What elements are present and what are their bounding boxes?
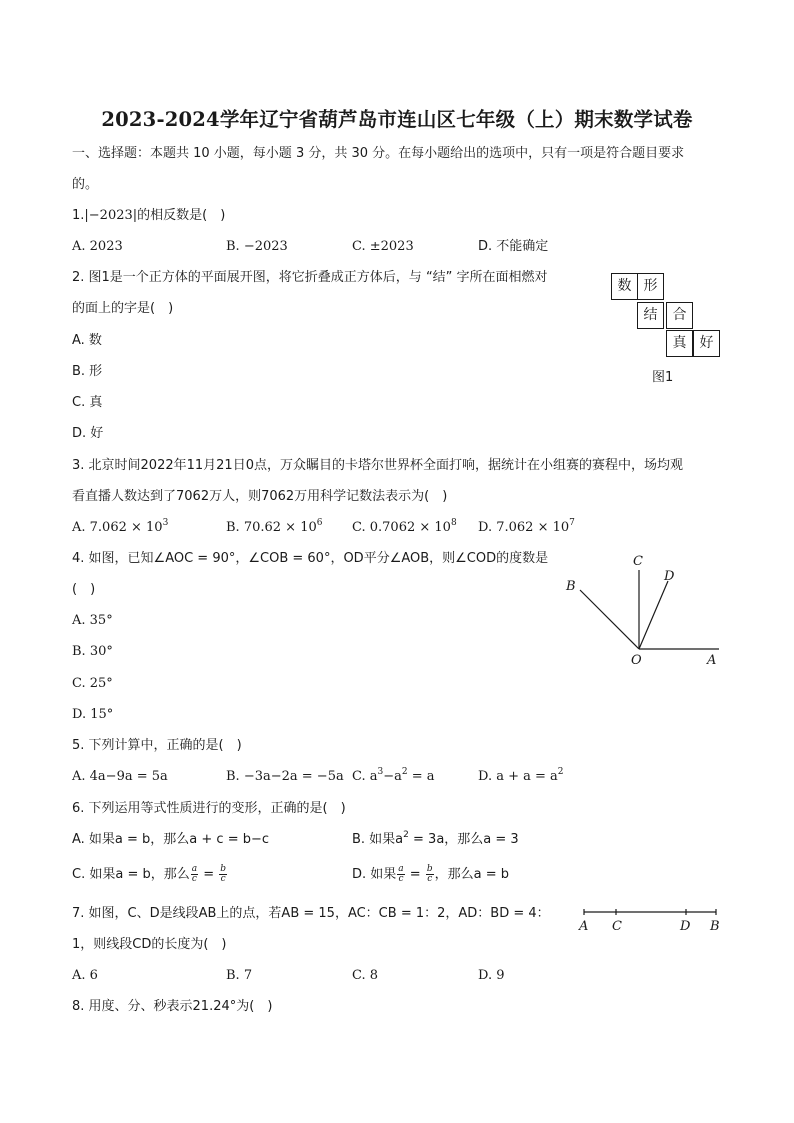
numerator: b [426,864,433,874]
question-5-option-b[interactable]: B. −3a−2a = −5a [226,769,344,784]
question-3-option-d[interactable] [478,519,575,537]
net-cell-zhen: 真 [666,330,693,357]
net-cell-xing: 形 [637,273,664,300]
denominator: c [191,874,197,884]
d-exp: 2 [557,767,564,777]
question-5-stem: 5. 下列计算中，正确的是( ) [72,738,242,753]
label-A: A [579,919,589,934]
question-2-stem-line-1: 2. 图1是一个正方体的平面展开图，将它折叠成正方体后，与 “结” 字所在面相燃对 [72,270,548,285]
question-3-option-a[interactable] [72,519,168,537]
equals: = [199,867,219,882]
d-post: ，那么a = b [434,867,509,882]
option-c-coef: C. 0.7062 × 10 [352,520,451,535]
question-7-option-b[interactable]: B. 7 [226,968,253,983]
question-2-option-b[interactable]: B. 形 [72,364,103,379]
label-D: D [680,919,691,934]
fraction-a-over-c [397,865,404,884]
d-pre: D. 如果 [352,867,397,882]
question-1-option-b[interactable]: B. −2023 [226,239,288,254]
question-2-stem-line-2: 的面上的字是( ) [72,301,174,316]
question-1-stem [72,207,225,225]
d-pre: D. a + a = a [478,769,558,784]
question-3-option-c[interactable] [352,519,457,537]
figure-1-label: 图1 [652,370,674,385]
b-post: = 3a，那么a = 3 [408,832,519,847]
question-4-option-d[interactable]: D. 15° [72,707,114,722]
question-4-stem-line-2: ( ) [72,582,96,597]
question-4-stem-line-1: 4. 如图，已知∠AOC = 90°，∠COB = 60°，OD平分∠AOB，则∠COD的度数是 [72,551,549,566]
label-B: B [566,579,576,594]
c-exp-1: 3 [377,767,384,777]
question-4-option-b[interactable]: B. 30° [72,644,113,659]
fraction-b-over-c [426,865,434,884]
net-cell-jie: 结 [637,302,664,329]
numerator: a [398,864,404,874]
net-cell-he: 合 [666,302,693,329]
c-post: = a [407,769,435,784]
label-C: C [633,554,643,569]
question-5-option-a[interactable]: A. 4a−9a = 5a [72,769,168,784]
label-A: A [707,653,717,668]
question-6-stem: 6. 下列运用等式性质进行的变形，正确的是( ) [72,801,346,816]
question-6-option-c[interactable] [72,865,228,884]
equals: = [405,867,425,882]
question-4-option-a[interactable]: A. 35° [72,613,113,628]
question-7-option-d[interactable]: D. 9 [478,968,505,983]
denominator: c [427,874,433,884]
label-O: O [631,653,642,668]
question-2-option-c[interactable]: C. 真 [72,395,103,410]
c-exp-2: 2 [401,767,408,777]
fraction-a-over-c [191,865,198,884]
c-mid: −a [383,769,402,784]
question-5-option-d[interactable] [478,768,564,786]
b-exp: 2 [403,830,409,840]
question-7-stem-line-1: 7. 如图，C、D是线段AB上的点，若AB = 15，AC：CB = 1：2，AD：BD = 4： [72,906,550,921]
question-6-option-a[interactable]: A. 如果a = b，那么a + c = b−c [72,832,270,847]
question-2-option-a[interactable]: A. 数 [72,333,102,348]
question-5-option-c[interactable] [352,768,435,786]
c-pre: C. 如果a = b，那么 [72,867,190,882]
denominator: c [398,874,404,884]
label-D: D [664,569,675,584]
option-c-exp: 8 [450,518,457,528]
label-B: B [710,919,720,934]
ray-OB [580,590,639,649]
numerator: a [191,864,198,874]
segment-figure [576,900,726,936]
question-7-stem-line-2: 1，则线段CD的长度为( ) [72,937,227,952]
section-header-line-1: 一、选择题：本题共 10 小题，每小题 3 分，共 30 分。在每小题给出的选项中，只有一项是符合题目要求 [72,146,685,161]
c-pre: C. a [352,769,378,784]
question-3-stem-line-2: 看直播人数达到了7062万人，则7062万用科学记数法表示为( ) [72,489,448,504]
option-b-coef: B. 70.62 × 10 [226,520,317,535]
question-1-option-d[interactable]: D. 不能确定 [478,239,549,254]
net-cell-shu: 数 [611,273,638,300]
question-3-option-b[interactable] [226,519,322,537]
question-1-text: 的相反数是( ) [137,208,226,223]
section-header-line-2: 的。 [72,177,99,192]
question-1-number: 1. [72,208,85,223]
question-1-math: |−2023| [84,208,138,223]
option-a-exp: 3 [162,518,169,528]
label-C: C [612,919,622,934]
option-d-exp: 7 [569,518,575,528]
angle-figure [560,548,730,673]
question-2-option-d[interactable]: D. 好 [72,426,104,441]
exam-title: 2023-2024学年辽宁省葫芦岛市连山区七年级（上）期末数学试卷 [101,108,693,131]
numerator: b [220,864,227,874]
option-b-exp: 6 [316,518,323,528]
question-4-option-c[interactable]: C. 25° [72,676,113,691]
net-cell-hao: 好 [693,330,720,357]
question-3-stem-line-1: 3. 北京时间2022年11月21日0点，万众瞩目的卡塔尔世界杯全面打响，据统计在小组赛的赛程中，场均观 [72,458,683,473]
question-6-option-d[interactable] [352,865,509,884]
question-7-option-a[interactable]: A. 6 [72,968,98,983]
option-a-coef: A. 7.062 × 10 [72,520,163,535]
fraction-b-over-c [219,865,227,884]
question-7-option-c[interactable]: C. 8 [352,968,379,983]
question-6-option-b[interactable] [352,831,519,849]
question-8-stem: 8. 用度、分、秒表示21.24°为( ) [72,999,273,1014]
denominator: c [220,874,226,884]
b-pre: B. 如果a [352,832,404,847]
option-d-coef: D. 7.062 × 10 [478,520,570,535]
ray-OD [639,581,668,649]
question-1-option-c[interactable]: C. ±2023 [352,239,414,254]
question-1-option-a[interactable]: A. 2023 [72,239,123,254]
